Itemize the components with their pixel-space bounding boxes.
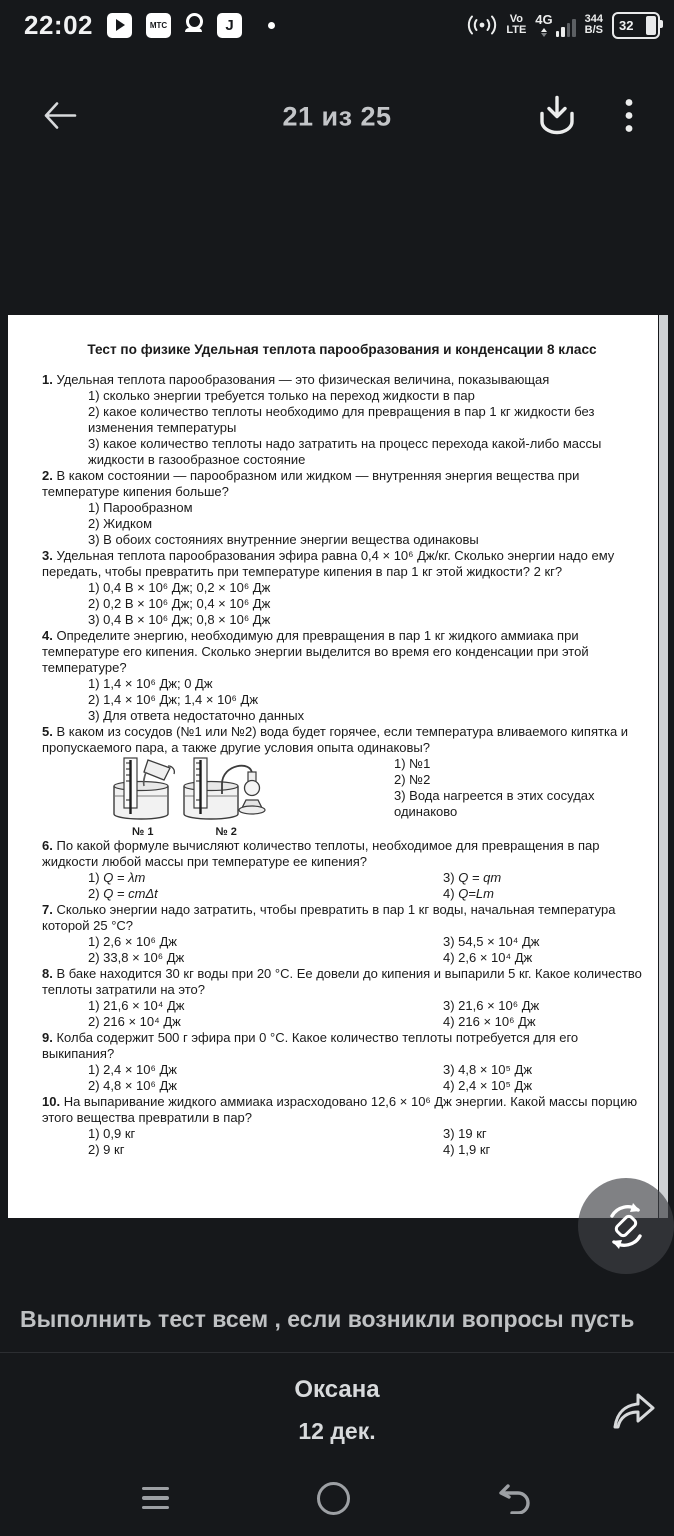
android-nav-bar xyxy=(0,1460,674,1536)
answer-option: 3) В обоих состояниях внутренние энергии вещества одинаковы xyxy=(88,532,479,547)
answer-option: 1) №1 xyxy=(394,756,431,771)
notification-dot xyxy=(268,22,275,29)
share-forward-icon xyxy=(608,1388,658,1438)
recents-icon xyxy=(142,1487,169,1510)
status-bar xyxy=(0,0,674,50)
app-j-icon: J xyxy=(217,13,242,38)
question-9: 9. Колба содержит 500 г эфира при 0 °С. Какое количество теплоты потребуется для его выкипания? xyxy=(42,1030,579,1061)
question-8: 8. В баке находится 30 кг воды при 20 °С. Ее довели до кипения и выпарили 5 кг. Какое количество теплоты затратили на это? xyxy=(42,966,642,997)
document-title: Тест по физике Удельная теплота парообразования и конденсации 8 класс xyxy=(87,342,597,357)
vessel-2-label: № 2 xyxy=(215,826,237,838)
home-button[interactable] xyxy=(317,1482,350,1515)
rotate-screen-button[interactable] xyxy=(578,1178,674,1274)
message-date: 12 дек. xyxy=(298,1418,376,1444)
answer-option: 3) 4,8 × 10⁵ Дж xyxy=(443,1062,533,1077)
section-divider xyxy=(0,1352,674,1353)
overflow-menu-button[interactable] xyxy=(624,98,634,137)
clock: 22:02 xyxy=(24,9,93,40)
question-8-options xyxy=(42,998,642,1030)
answer-option: 2) 216 × 10⁴ Дж xyxy=(88,1014,181,1029)
youtube-icon xyxy=(107,13,132,38)
answer-option: 4) 216 × 10⁶ Дж xyxy=(443,1014,536,1029)
answer-option: 2) 1,4 × 10⁶ Дж; 1,4 × 10⁶ Дж xyxy=(88,692,259,707)
answer-option: 2) 4,8 × 10⁶ Дж xyxy=(88,1078,177,1093)
answer-option: 2) №2 xyxy=(394,772,431,787)
answer-option: 3) какое количество теплоты надо затратить на процесс перехода какой-либо массы жидкости в газообразное состояние xyxy=(88,436,602,467)
answer-option: 3) 19 кг xyxy=(443,1126,487,1141)
answer-option: 3) Q = qm xyxy=(443,870,502,885)
answer-option: 2) Q = cmΔt xyxy=(88,886,158,901)
question-9-options xyxy=(42,1062,642,1094)
rotate-screen-icon xyxy=(600,1200,652,1252)
vessels-illustration xyxy=(104,756,274,820)
answer-option: 2) Жидком xyxy=(88,516,153,531)
network-type-label: 4G xyxy=(535,11,553,27)
question-5-options xyxy=(394,756,629,820)
volte-indicator: Vo LTE xyxy=(506,13,527,36)
overflow-menu-icon xyxy=(624,98,634,134)
answer-option: 4) Q=Lm xyxy=(443,886,494,901)
document-page[interactable] xyxy=(8,315,658,1218)
question-10: 10. На выпаривание жидкого аммиака израсходовано 12,6 × 10⁶ Дж энергии. Какой массы порцию этого вещества превратили в пар? xyxy=(42,1094,638,1125)
question-6: 6. По какой формуле вычисляют количество теплоты, необходимое для превращения в пар жидкости любой массы при температуре ее кипения? xyxy=(42,838,600,869)
answer-option: 2) 33,8 × 10⁶ Дж xyxy=(88,950,185,965)
share-button[interactable] xyxy=(608,1388,658,1438)
answer-option: 1) 21,6 × 10⁴ Дж xyxy=(88,998,185,1013)
question-1: 1. Удельная теплота парообразования — это физическая величина, показывающая xyxy=(42,372,550,387)
home-icon xyxy=(317,1482,350,1515)
battery-level: 32 xyxy=(619,17,634,33)
viewer-toolbar xyxy=(0,84,674,150)
question-5: 5. В каком из сосудов (№1 или №2) вода будет горячее, если температура вливаемого кипятка и пропускаемого пара, а также другие условия опыта одинаковы? xyxy=(42,724,629,755)
answer-option: 1) 0,9 кг xyxy=(88,1126,136,1141)
answer-option: 1) сколько энергии требуется только на переход жидкости в пар xyxy=(88,388,475,403)
answer-option: 2) какое количество теплоты необходимо для превращения в пар 1 кг жидкости без изменения температуры xyxy=(88,404,595,435)
answer-option: 4) 2,6 × 10⁴ Дж xyxy=(443,950,533,965)
question-10-options xyxy=(42,1126,642,1158)
signal-bars-icon xyxy=(556,19,576,37)
answer-option: 3) 21,6 × 10⁶ Дж xyxy=(443,998,540,1013)
answer-option: 1) Q = λm xyxy=(88,870,146,885)
vessel-labels xyxy=(104,826,274,838)
page-scrollbar[interactable] xyxy=(659,315,668,1218)
mts-icon: МТС xyxy=(146,13,171,38)
question-3: 3. Удельная теплота парообразования эфира равна 0,4 × 10⁶ Дж/кг. Сколько энергии надо ему передать, чтобы превратить при температуре кипения в пар 1 кг этой жидкости? 2 кг? xyxy=(42,548,615,579)
answer-option: 1) 2,4 × 10⁶ Дж xyxy=(88,1062,177,1077)
back-nav-button[interactable] xyxy=(498,1482,532,1514)
vessel-1-label: № 1 xyxy=(132,826,154,838)
odnoklassniki-icon xyxy=(185,13,203,38)
hotspot-icon xyxy=(467,13,497,37)
question-7-options xyxy=(42,934,642,966)
network-speed: 344 B/S xyxy=(584,13,603,36)
download-icon xyxy=(536,96,578,136)
answer-option: 1) 1,4 × 10⁶ Дж; 0 Дж xyxy=(88,676,213,691)
question-2: 2. В каком состоянии — парообразном или жидком — внутренняя энергия вещества при температуре кипения больше? xyxy=(42,468,580,499)
question-6-options xyxy=(42,870,642,902)
answer-option: 4) 2,4 × 10⁵ Дж xyxy=(443,1078,533,1093)
battery-icon xyxy=(612,12,660,39)
answer-option: 1) 2,6 × 10⁶ Дж xyxy=(88,934,177,949)
recents-button[interactable] xyxy=(142,1487,169,1510)
answer-option: 3) 54,5 × 10⁴ Дж xyxy=(443,934,540,949)
message-caption: Выполнить тест всем , если возникли вопросы пусть xyxy=(20,1306,635,1332)
answer-option: 3) 0,4 В × 10⁶ Дж; 0,8 × 10⁶ Дж xyxy=(88,612,271,627)
answer-option: 2) 0,2 В × 10⁶ Дж; 0,4 × 10⁶ Дж xyxy=(88,596,271,611)
back-icon xyxy=(498,1482,532,1514)
page-indicator: 21 из 25 xyxy=(282,101,392,132)
answer-option: 1) Парообразном xyxy=(88,500,193,515)
answer-option: 3) Вода нагреется в этих сосудах одинаково xyxy=(394,788,595,819)
answer-option: 1) 0,4 В × 10⁶ Дж; 0,2 × 10⁶ Дж xyxy=(88,580,271,595)
vessels-figure xyxy=(104,756,274,838)
data-arrows-icon xyxy=(541,28,547,37)
download-button[interactable] xyxy=(536,96,578,139)
answer-option: 4) 1,9 кг xyxy=(443,1142,491,1157)
answer-option: 2) 9 кг xyxy=(88,1142,125,1157)
network-signal xyxy=(535,11,575,37)
answer-option: 3) Для ответа недостаточно данных xyxy=(88,708,305,723)
question-4: 4. Определите энергию, необходимую для превращения в пар 1 кг жидкого аммиака при температуре его кипения. Сколько энергии выделится во время его конденсации при этой температуре? xyxy=(42,628,589,675)
sender-name: Оксана xyxy=(294,1376,380,1403)
question-7: 7. Сколько энергии надо затратить, чтобы превратить в пар 1 кг воды, начальная температура которой 25 °С? xyxy=(42,902,616,933)
question-5-figure-row xyxy=(42,756,642,838)
